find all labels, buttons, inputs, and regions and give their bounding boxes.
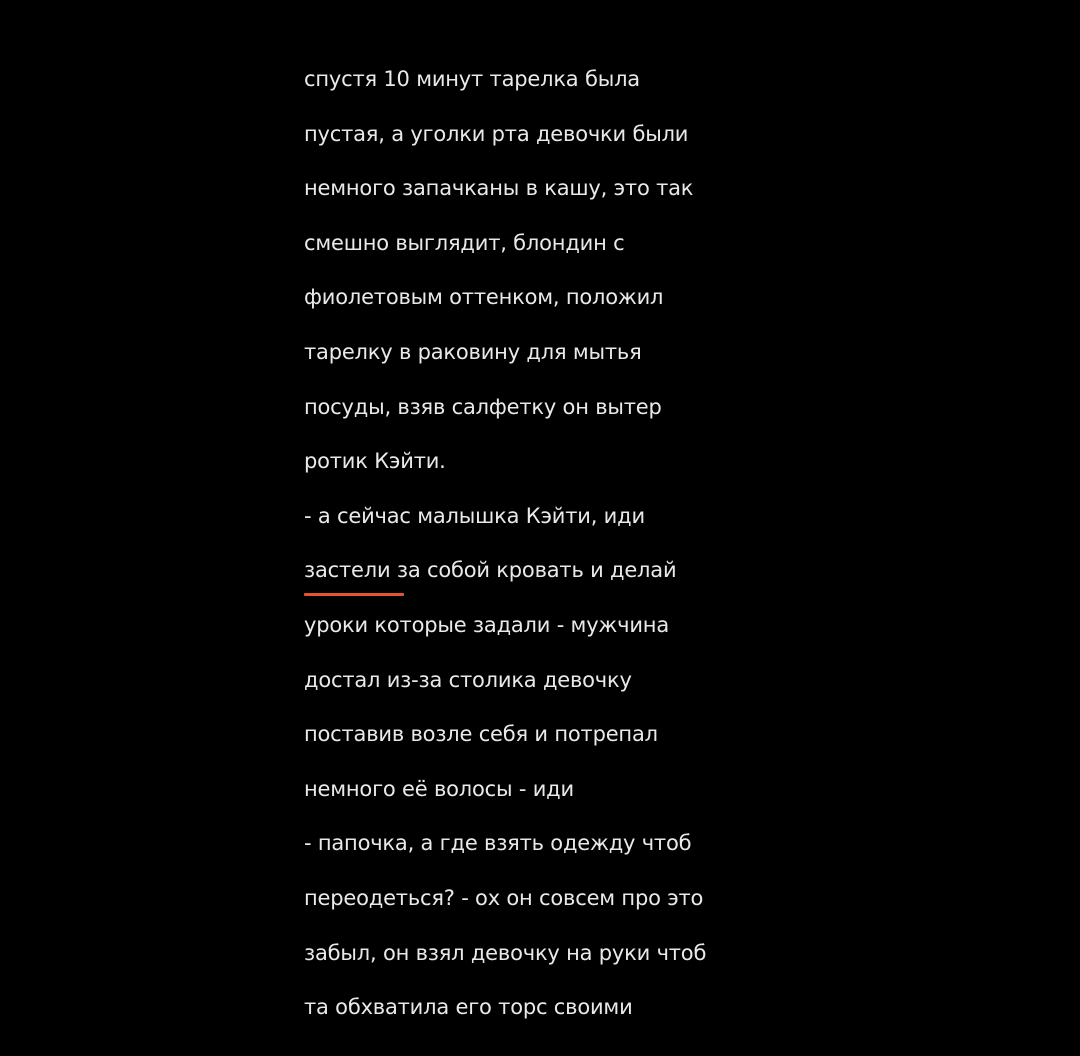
text-selection-underline[interactable]: [304, 593, 404, 596]
story-line: спустя 10 минут тарелка была: [304, 67, 640, 91]
story-line: посуды, взяв салфетку он вытер: [304, 394, 662, 419]
story-line: немного её волосы - иди: [304, 776, 574, 801]
story-line: пустая, а уголки рта девочки были: [304, 121, 689, 146]
story-line: застели за собой кровать и делай: [304, 558, 677, 583]
story-text: [304, 52, 824, 1035]
story-line: - папочка, а где взять одежду чтоб: [304, 831, 692, 856]
story-line: - а сейчас малышка Кэйти, иди: [304, 503, 645, 528]
story-line: забыл, он взял девочку на руки чтоб: [304, 940, 707, 965]
story-line: тарелку в раковину для мытья: [304, 339, 642, 364]
story-line: поставив возле себя и потрепал: [304, 722, 658, 747]
story-line: переодеться? - ох он совсем про это: [304, 885, 704, 910]
story-line: достал из-за столика девочку: [304, 667, 632, 692]
story-line: немного запачканы в кашу, это так: [304, 176, 694, 201]
story-line: фиолетовым оттенком, положил: [304, 285, 664, 310]
story-line: та обхватила его торс своими: [304, 995, 633, 1020]
story-line: смешно выглядит, блондин с: [304, 230, 625, 255]
story-line: уроки которые задали - мужчина: [304, 612, 669, 637]
story-line: ротик Кэйти.: [304, 449, 446, 474]
